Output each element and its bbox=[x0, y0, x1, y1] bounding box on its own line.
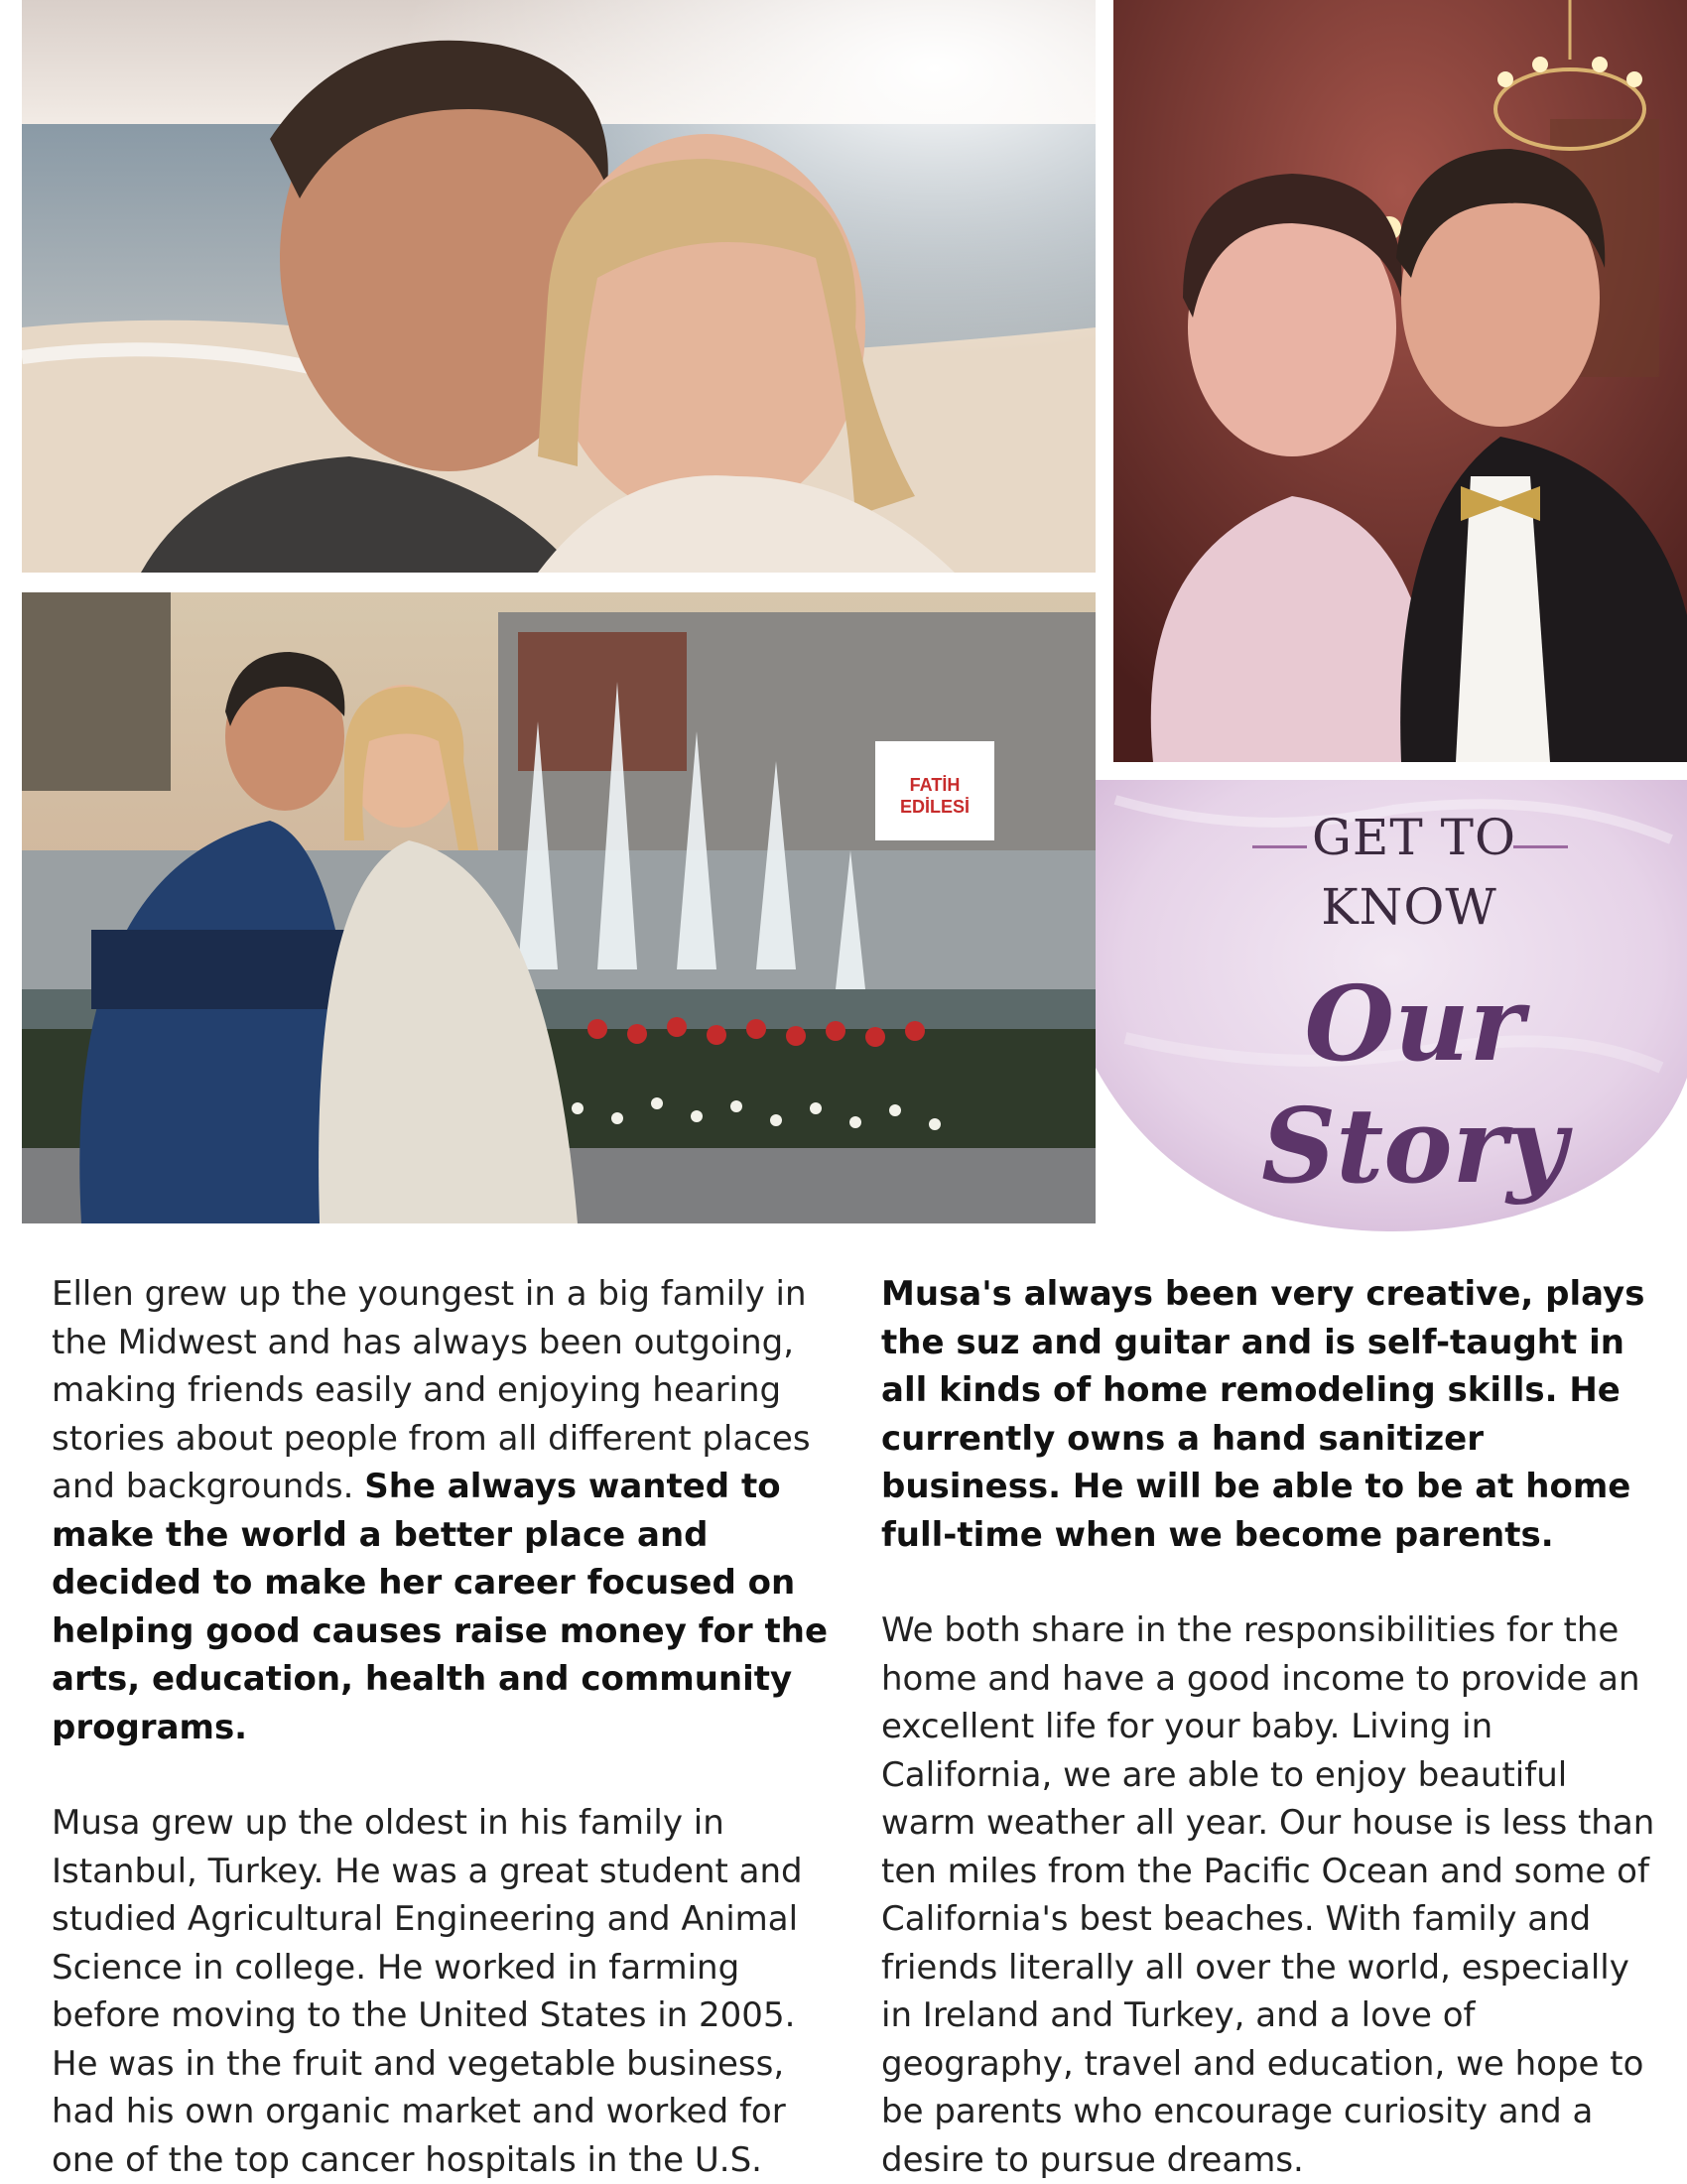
beach-photo-illustration bbox=[22, 0, 1096, 573]
wedding-photo-illustration bbox=[1113, 0, 1687, 762]
right-text-column bbox=[881, 1270, 1665, 2184]
badge-script-title: Our Story bbox=[1261, 963, 1567, 1207]
fountain-photo-illustration bbox=[22, 592, 1096, 1223]
musa-background-paragraph: Musa grew up the oldest in his family in Istanbul, Turkey. He was a great student and studied Agricultural Engineering and Animal Science in college. He worked in farming before moving to the United States in 2005. He was in the fruit and vegetable business, had his own organic market and worked for one of the top cancer hospitals in the U.S. bbox=[52, 1803, 803, 2180]
fountain-photo bbox=[22, 592, 1096, 1223]
musa-creative-paragraph bbox=[881, 1270, 1665, 1559]
ellen-intro-text: Ellen grew up the youngest in a big family in the Midwest and has always been outgoing, making friends easily and enjoying hearing stories about people from all different places and backgrounds. bbox=[52, 1274, 811, 1506]
musa-creative-text: Musa's always been very creative, plays the suz and guitar and is self-taught in all kinds of home remodeling skills. He currently owns a hand sanitizer business. He will be able to be at home full-time when we become parents. bbox=[881, 1274, 1645, 1555]
ellen-paragraph bbox=[52, 1270, 836, 1751]
fountain-sign-line1: FATİH bbox=[909, 775, 961, 795]
beach-photo bbox=[22, 0, 1096, 573]
shared-life-paragraph: We both share in the responsibilities for the home and have a good income to provide an excellent life for your baby. Living in California, we are able to enjoy beautiful warm weather all year. Our house is less than ten miles from the Pacific Ocean and some of California's best beaches. With family and friends literally all over the world, especially in Ireland and Turkey, and a love of geography, travel and education, we hope to be parents who encourage curiosity and a desire to pursue dreams. bbox=[881, 1610, 1655, 2180]
left-text-column bbox=[52, 1270, 836, 2184]
badge-heading-know: KNOW bbox=[1321, 878, 1497, 936]
paragraph-spacer bbox=[52, 1751, 836, 1799]
paragraph-spacer bbox=[881, 1559, 1665, 1606]
ellen-career-text: She always wanted to make the world a better place and decided to make her career focused on helping good causes raise money for the arts, education, health and community programs. bbox=[52, 1467, 829, 1747]
wedding-photo bbox=[1113, 0, 1687, 762]
fountain-sign-line2: EDİLESİ bbox=[899, 797, 971, 817]
badge-heading-get-to: GET TO bbox=[1311, 809, 1517, 866]
